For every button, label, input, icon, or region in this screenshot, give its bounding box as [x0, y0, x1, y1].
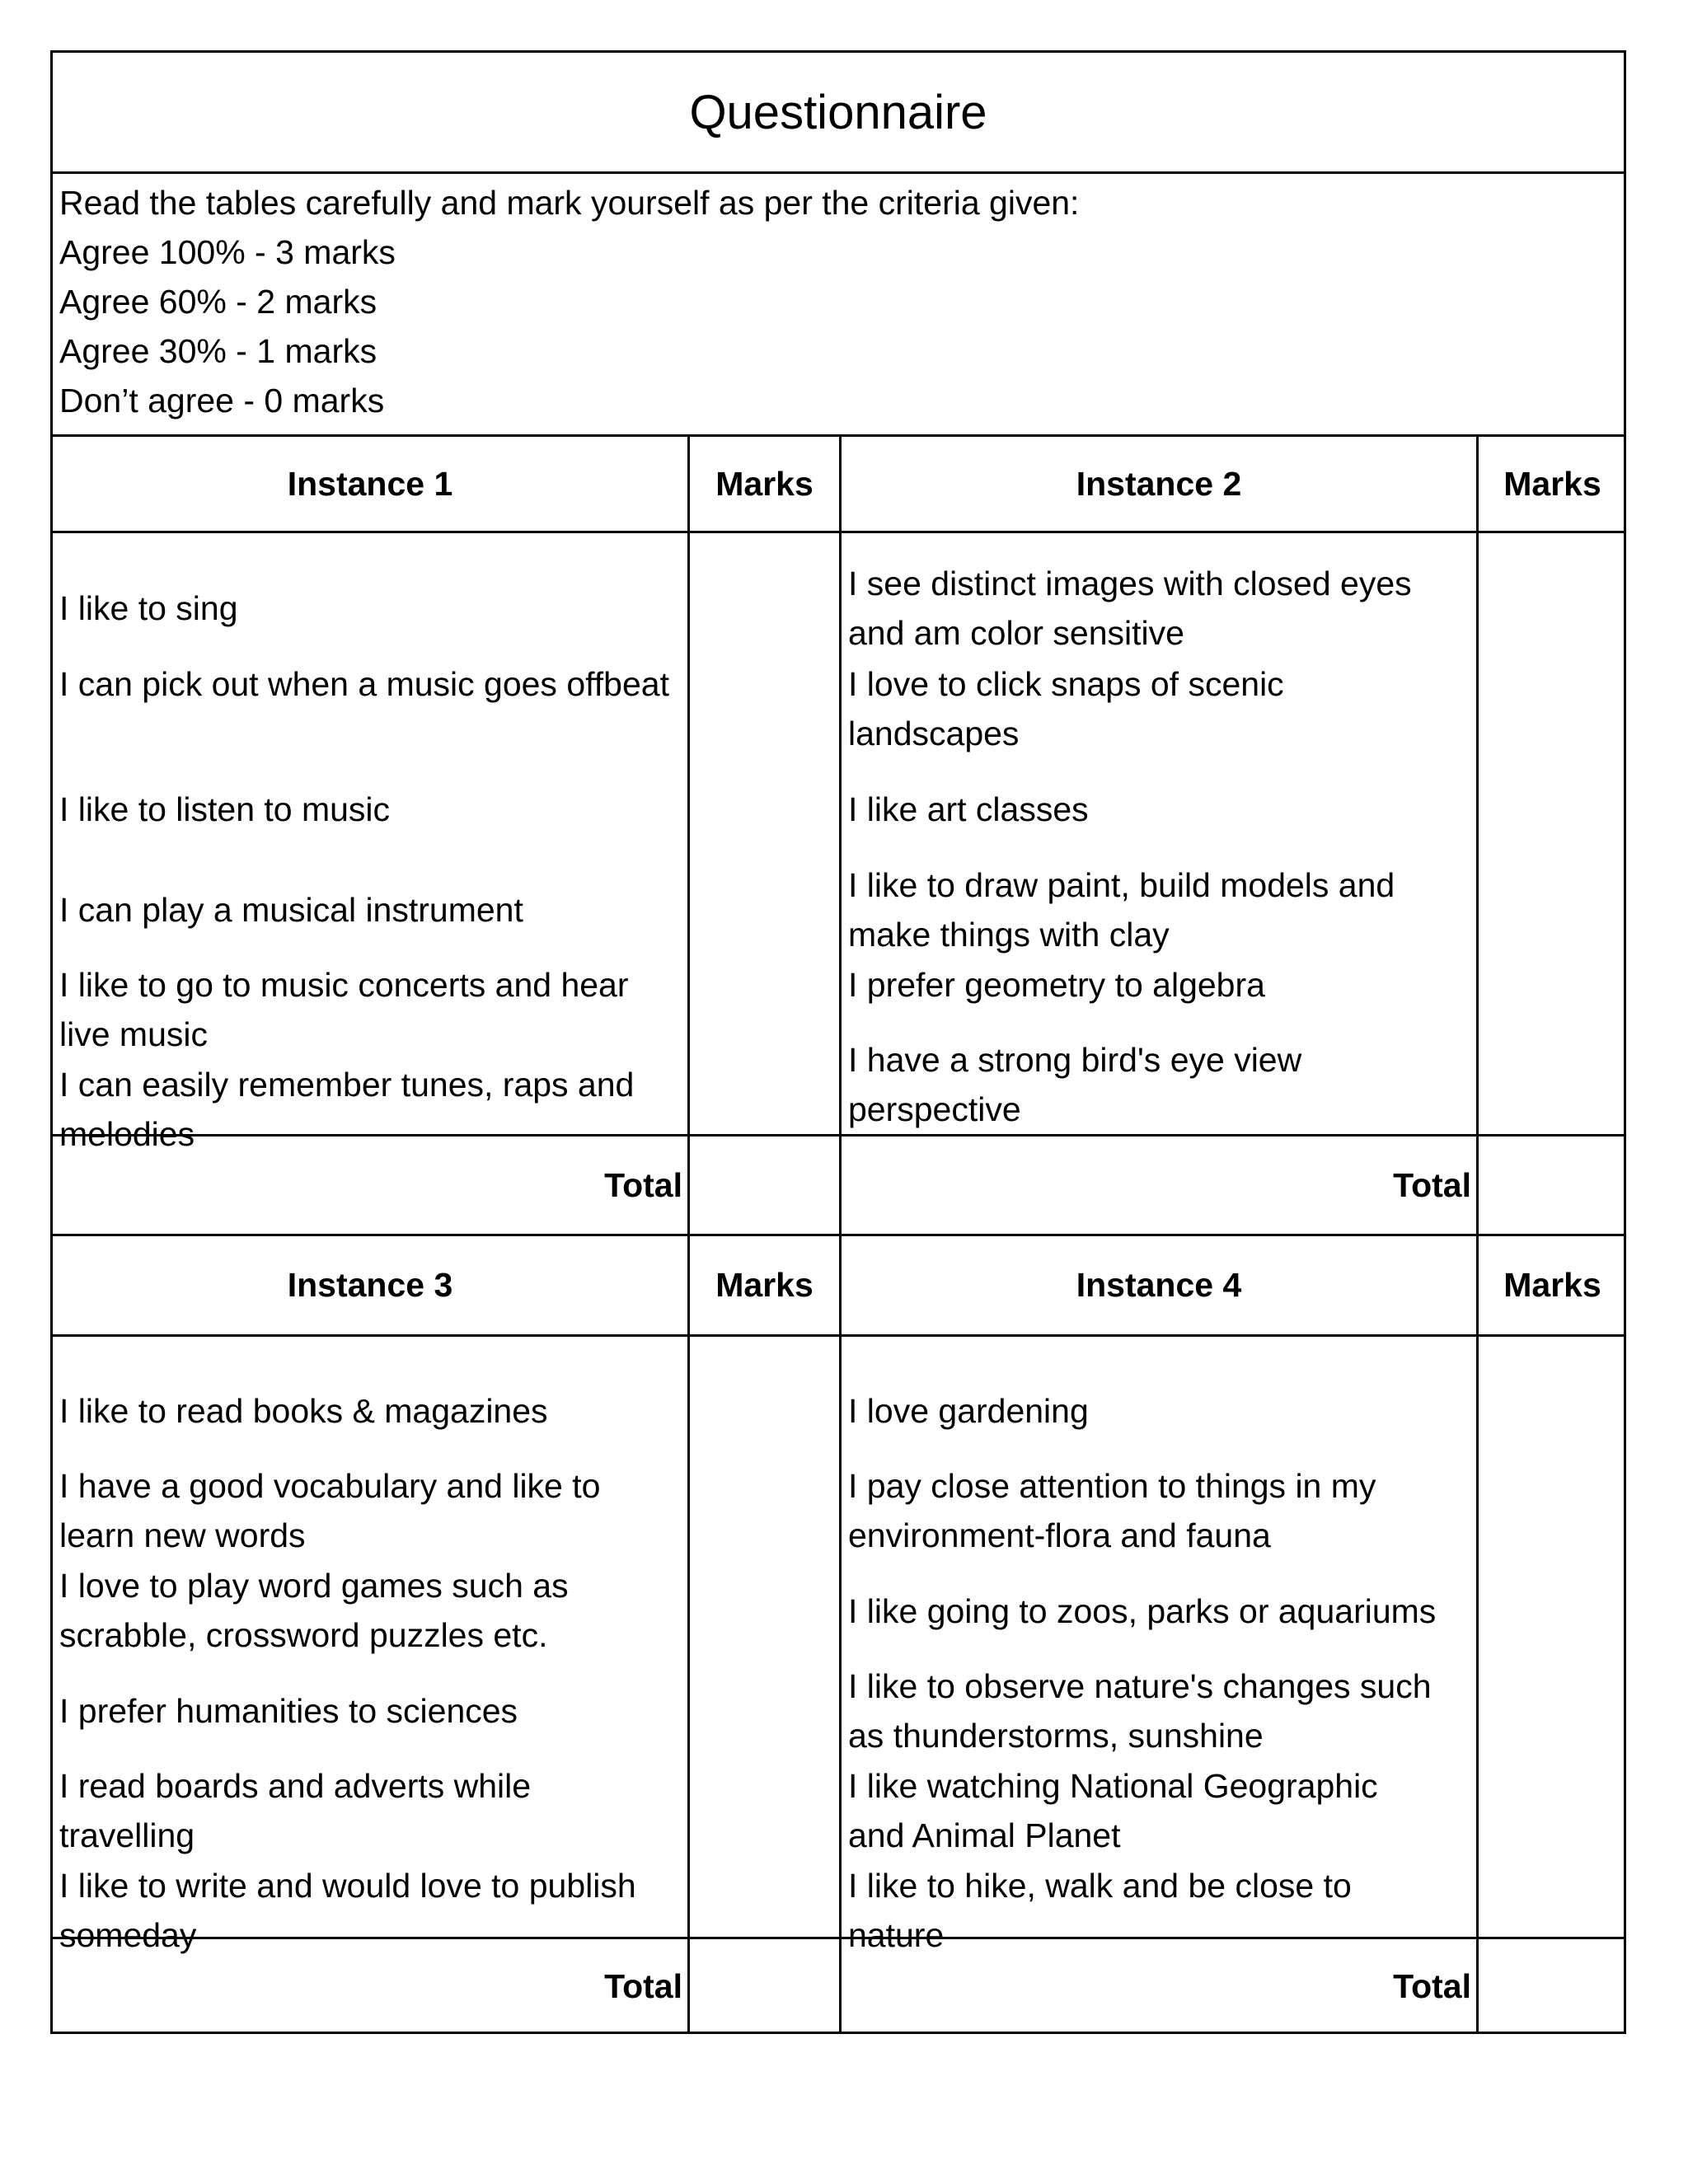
instance-3-item-6: I like to write and would love to publish someday [59, 1867, 636, 1954]
instance-3-item-1: I like to read books & magazines [59, 1392, 548, 1430]
instance-1-marks-input[interactable] [690, 533, 839, 1134]
instance-2-item-2: I love to click snaps of scenic landscapes [848, 665, 1284, 752]
grid-line [839, 434, 842, 2034]
instance-1-item-6: I can easily remember tunes, raps and melodies [59, 1066, 635, 1153]
criteria-agree-100: Agree 100% - 3 marks [59, 233, 396, 271]
instance-2-marks-input[interactable] [1479, 533, 1626, 1134]
instance-2-item-3: I like art classes [848, 790, 1089, 828]
instance-4-marks-input[interactable] [1479, 1337, 1626, 1937]
instructions [59, 178, 1609, 425]
instance-3-item-2: I have a good vocabulary and like to learn new words [59, 1467, 601, 1554]
instance-1-item-3: I like to listen to music [59, 790, 391, 828]
instance-4-header: Instance 4 [1076, 1266, 1242, 1304]
instance-1-item-4: I can play a musical instrument [59, 891, 523, 929]
instance-4-item-6: I like to hike, walk and be close to nature [848, 1867, 1352, 1954]
marks-header: Marks [715, 464, 814, 503]
instance-4-total-label: Total [1393, 1967, 1471, 2005]
instance-4-item-2: I pay close attention to things in my environment-flora and fauna [848, 1467, 1376, 1554]
page-title: Questionnaire [53, 53, 1624, 174]
instance-2-item-6: I have a strong bird's eye view perspective [848, 1041, 1302, 1128]
instance-2-item-4: I like to draw paint, build models and make things with clay [848, 866, 1395, 954]
instance-1-header: Instance 1 [287, 464, 453, 503]
instance-2-total-input[interactable] [1479, 1137, 1626, 1234]
instance-4-item-5: I like watching National Geographic and Animal Planet [848, 1767, 1378, 1854]
criteria-agree-30: Agree 30% - 1 marks [59, 332, 377, 370]
instance-2-item-1: I see distinct images with closed eyes and am color sensitive [848, 565, 1412, 652]
instance-1-total-input[interactable] [690, 1137, 839, 1234]
instance-2-item-5: I prefer geometry to algebra [848, 966, 1265, 1004]
instance-4-item-4: I like to observe nature's changes such as thunderstorms, sunshine [848, 1667, 1432, 1755]
instance-3-item-4: I prefer humanities to sciences [59, 1692, 518, 1730]
instance-2-total-label: Total [1393, 1165, 1471, 1204]
marks-header: Marks [715, 1266, 814, 1304]
instance-3-header: Instance 3 [287, 1266, 453, 1304]
instance-1-item-5: I like to go to music concerts and hear live music [59, 966, 629, 1053]
instance-2-header: Instance 2 [1076, 464, 1242, 503]
instance-4-total-input[interactable] [1479, 1939, 1626, 2034]
instance-3-total-input[interactable] [690, 1939, 839, 2034]
criteria-dont-agree: Don’t agree - 0 marks [59, 382, 385, 419]
instance-4-item-1: I love gardening [848, 1392, 1089, 1430]
instance-3-item-3: I love to play word games such as scrabble, crossword puzzles etc. [59, 1567, 569, 1654]
instance-4-item-3: I like going to zoos, parks or aquariums [848, 1592, 1437, 1630]
marks-header: Marks [1503, 464, 1601, 503]
questionnaire-table [50, 50, 1626, 2034]
instructions-intro: Read the tables carefully and mark yourself as per the criteria given: [59, 184, 1080, 222]
instance-1-item-1: I like to sing [59, 589, 238, 627]
marks-header: Marks [1503, 1266, 1601, 1304]
instance-3-marks-input[interactable] [690, 1337, 839, 1937]
instance-1-total-label: Total [604, 1165, 682, 1204]
instance-3-item-5: I read boards and adverts while travelling [59, 1767, 532, 1854]
instance-3-total-label: Total [604, 1967, 682, 2005]
instance-1-item-2: I can pick out when a music goes offbeat [59, 665, 669, 703]
criteria-agree-60: Agree 60% - 2 marks [59, 283, 377, 321]
